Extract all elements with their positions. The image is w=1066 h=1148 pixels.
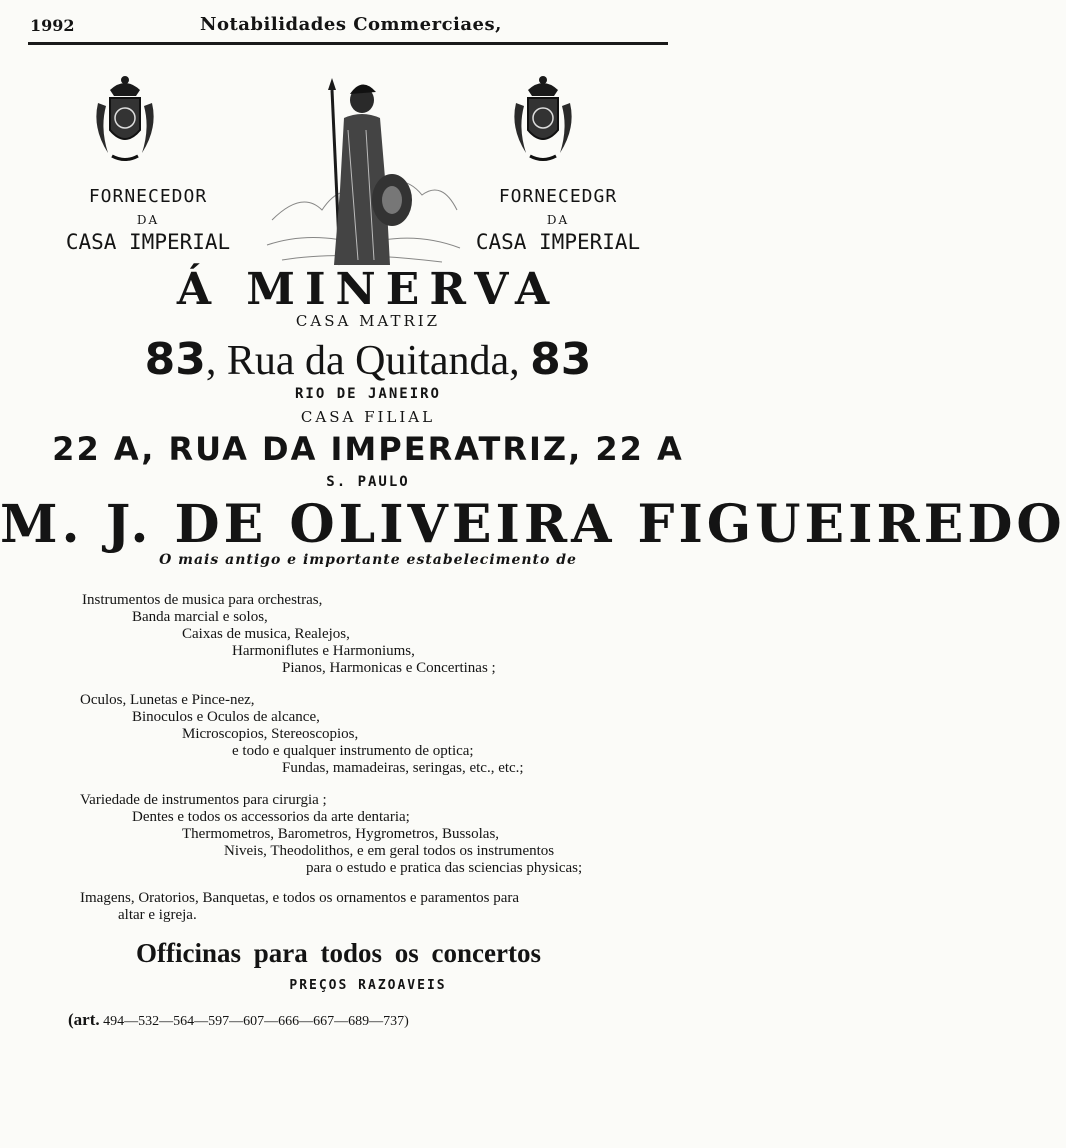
list-item: Variedade de instrumentos para cirurgia ; xyxy=(80,792,327,808)
list-item: e todo e qualquer instrumento de optica; xyxy=(232,743,474,759)
list-item: Dentes e todos os accessorios da arte dentaria; xyxy=(132,809,410,825)
list-item: Imagens, Oratorios, Banquetas, e todos os ornamentos e paramentos para xyxy=(80,890,520,906)
list-item: Harmoniflutes e Harmoniums, xyxy=(232,643,415,659)
owner-name: M. J. DE OLIVEIRA FIGUEIREDO xyxy=(0,494,1066,555)
running-header: Notabilidades Commerciaes, xyxy=(200,14,502,35)
reference-list: 494—532—564—597—607—666—667—689—737) xyxy=(99,1014,409,1029)
business-name: Á MINERVA xyxy=(176,264,560,315)
list-item: Oculos, Lunetas e Pince-nez, xyxy=(80,692,255,708)
branch-label: CASA FILIAL xyxy=(300,408,436,426)
supplier-badge-left xyxy=(48,186,248,254)
supplier-badge-right xyxy=(458,186,658,254)
supplier-left-line3: CASA IMPERIAL xyxy=(65,230,231,254)
supplier-right-line2: DA xyxy=(546,213,570,227)
page-number: 1992 xyxy=(30,16,75,35)
main-address xyxy=(0,334,736,385)
branch-city: S. PAULO xyxy=(326,474,410,490)
reference-numbers xyxy=(68,1010,409,1030)
list-item: Banda marcial e solos, xyxy=(132,609,268,625)
main-house-label: CASA MATRIZ xyxy=(295,312,441,330)
supplier-right-line3: CASA IMPERIAL xyxy=(475,230,641,254)
list-item: Pianos, Harmonicas e Concertinas ; xyxy=(282,660,496,676)
list-item: para o estudo e pratica das sciencias physicas; xyxy=(306,860,583,876)
prices-line: PREÇOS RAZOAVEIS xyxy=(289,978,447,993)
list-item: Instrumentos de musica para orchestras, xyxy=(82,592,323,608)
imperial-crest-icon xyxy=(90,68,160,168)
supplier-left-line1: FORNECEDOR xyxy=(88,186,208,207)
list-item: Niveis, Theodolithos, e em geral todos os instrumentos xyxy=(224,843,555,859)
workshops-line: Officinas para todos os concertos xyxy=(136,938,541,968)
imperial-crest-icon xyxy=(508,68,578,168)
list-item: Microscopios, Stereoscopios, xyxy=(182,726,359,742)
address-number: 83 xyxy=(144,334,206,385)
header-rule xyxy=(28,42,668,45)
reference-label: (art. xyxy=(68,1010,100,1029)
branch-address: 22 A, RUA DA IMPERATRIZ, 22 A xyxy=(52,430,684,468)
list-item: Binoculos e Oculos de alcance, xyxy=(132,709,320,725)
list-item: Caixas de musica, Realejos, xyxy=(182,626,350,642)
address-street: , Rua da Quitanda, xyxy=(205,338,531,384)
list-item: Fundas, mamadeiras, seringas, etc., etc.; xyxy=(282,760,524,776)
supplier-right-line1: FORNECEDGR xyxy=(498,186,618,207)
main-city: RIO DE JANEIRO xyxy=(294,386,441,402)
list-item: altar e igreja. xyxy=(118,907,197,923)
address-number-end: 83 xyxy=(530,334,592,385)
minerva-statue-icon xyxy=(262,70,462,270)
list-item: Thermometros, Barometros, Hygrometros, Bussolas, xyxy=(182,826,500,842)
supplier-left-line2: DA xyxy=(136,213,160,227)
tagline: O mais antigo e importante estabelecimento de xyxy=(159,552,577,568)
